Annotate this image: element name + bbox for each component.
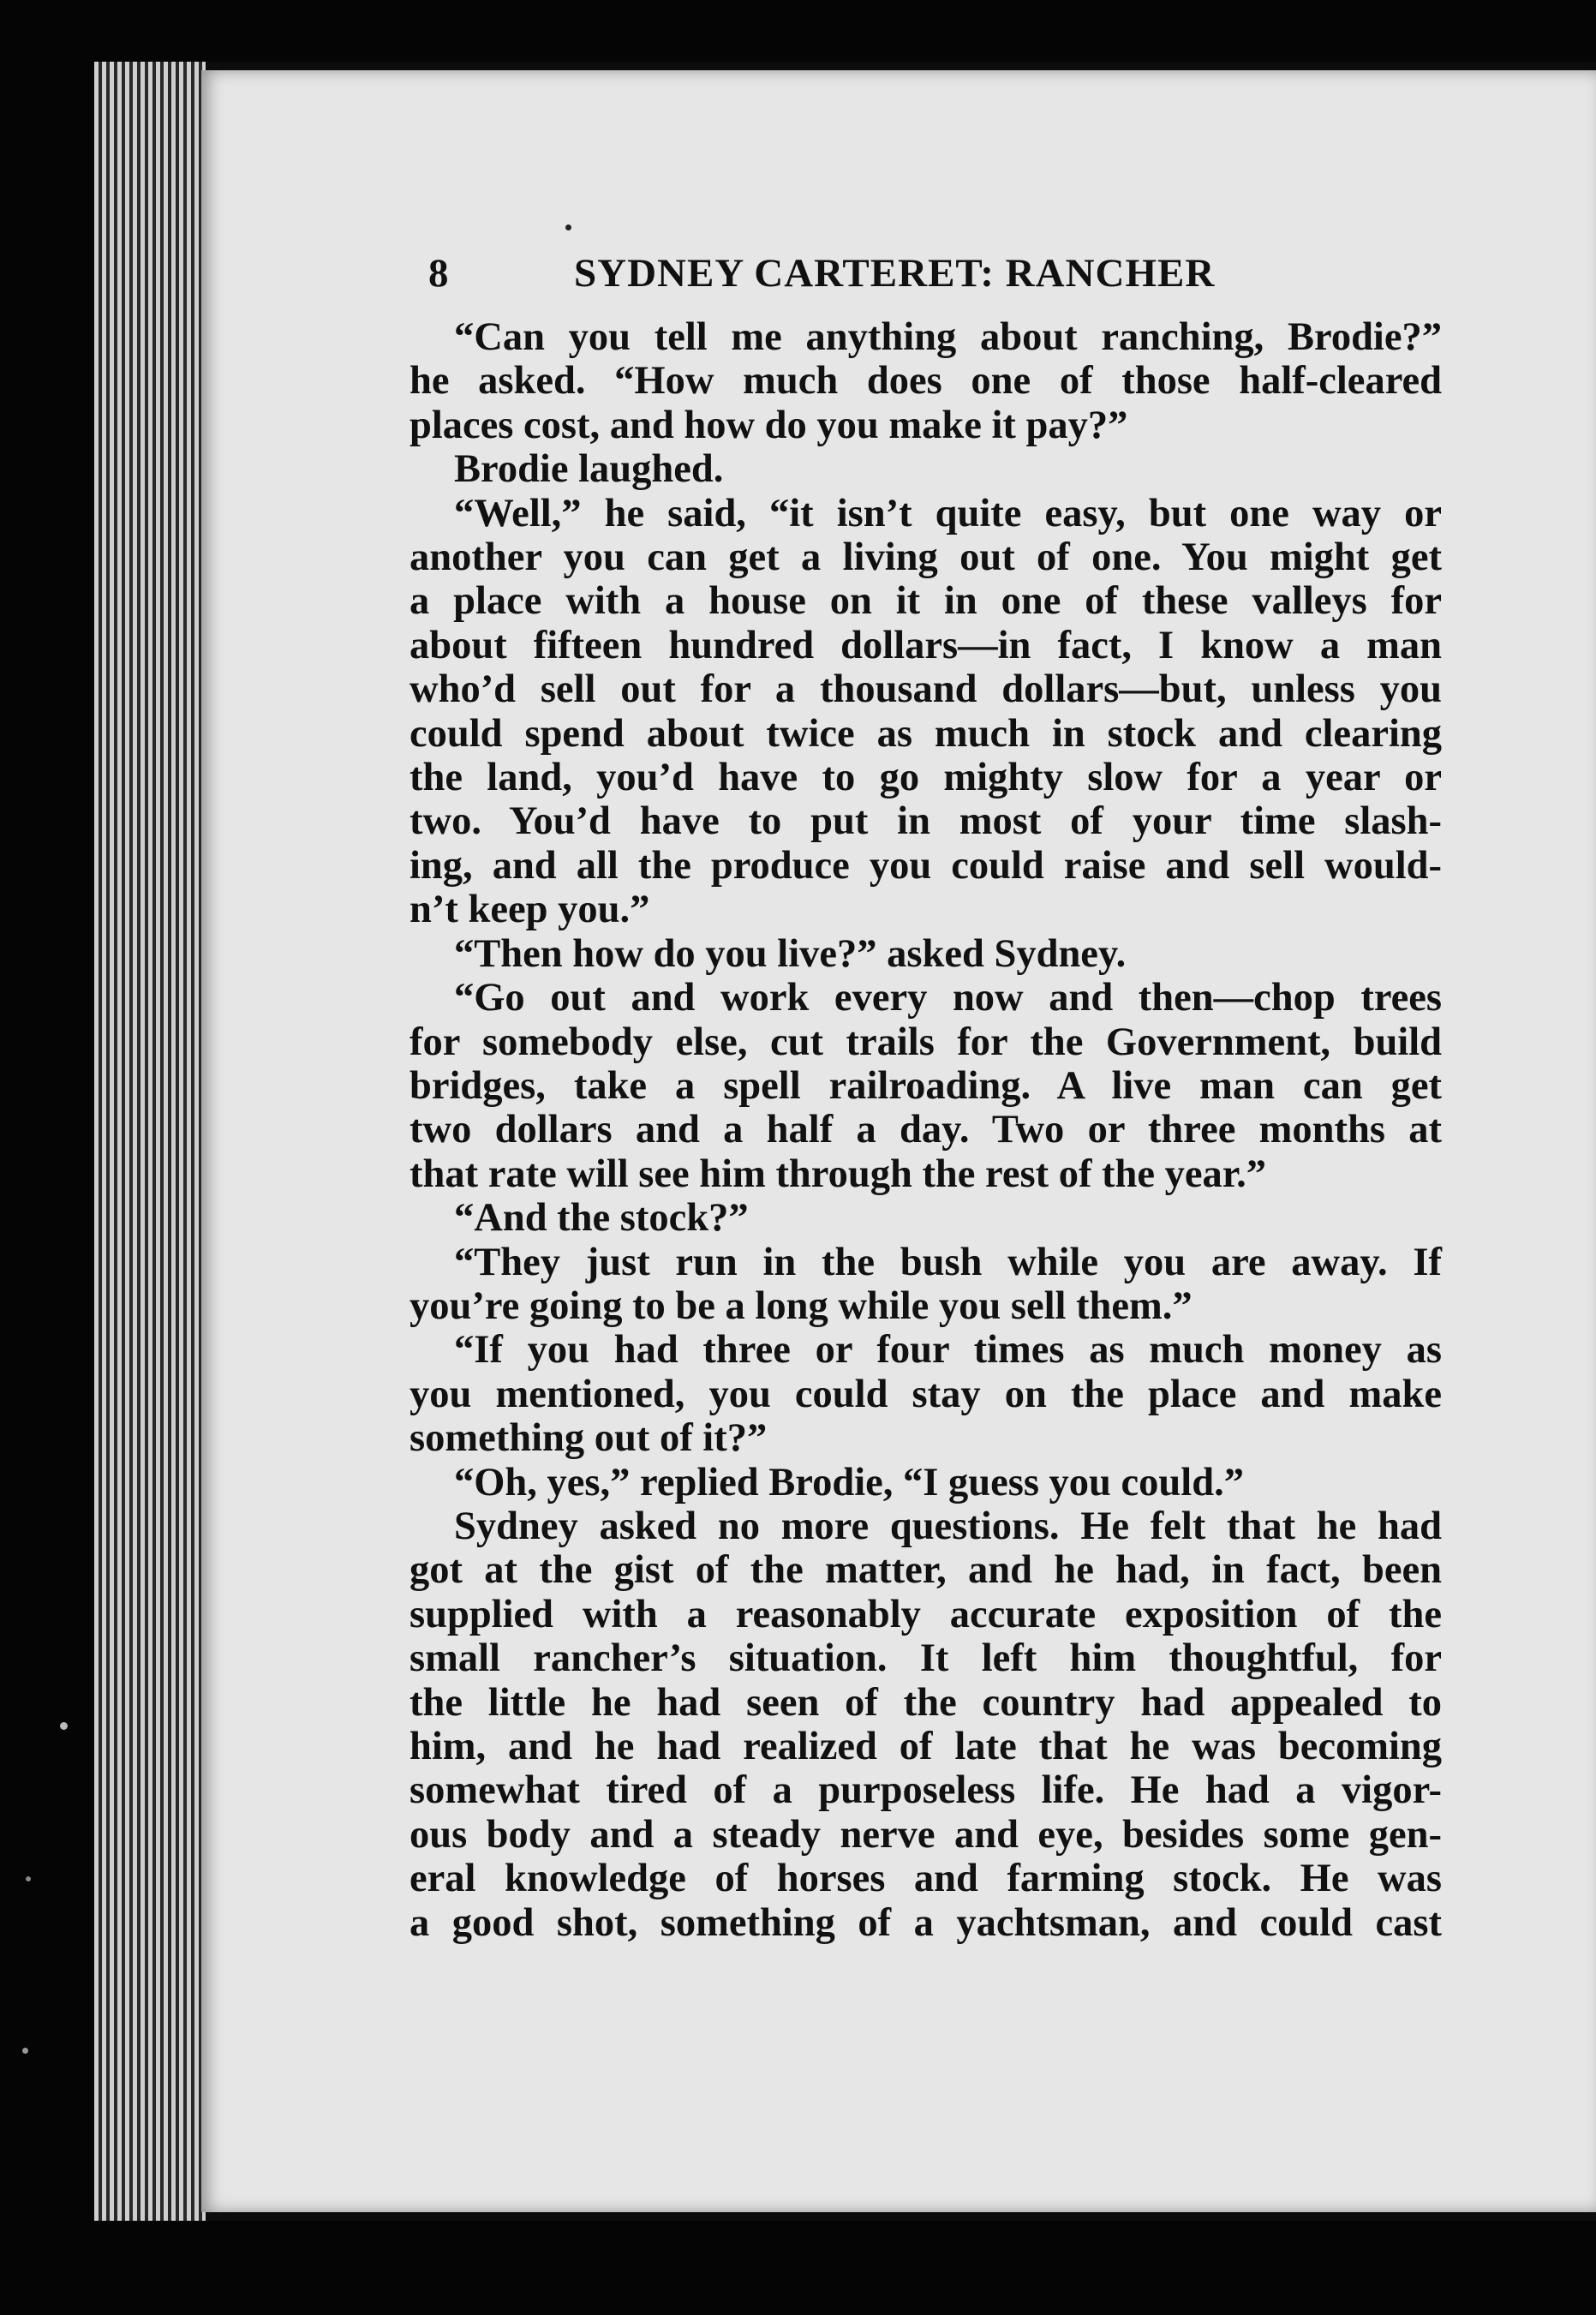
text-line: “Oh, yes,” replied Brodie, “I guess you could.” (454, 1460, 1244, 1504)
text-line: two dollars and a half a day. Two or three months at (409, 1108, 1442, 1152)
text-line: small rancher’s situation. It left him thoughtful, for (409, 1636, 1442, 1681)
text-line: about fifteen hundred dollars—in fact, I know a man (409, 623, 1442, 667)
speck (22, 2048, 28, 2054)
text-line: the little he had seen of the country had appealed to (409, 1680, 1442, 1725)
text-line: “And the stock?” (454, 1196, 749, 1241)
text-line: he asked. “How much does one of those half-cleared (409, 359, 1442, 404)
speck (565, 224, 571, 230)
text-line: could spend about twice as much in stock and clearing (409, 711, 1442, 756)
text-line: for somebody else, cut trails for the Government, build (409, 1020, 1442, 1064)
text-line: ous body and a steady nerve and eye, besides some gen- (409, 1812, 1442, 1857)
text-line: you’re going to be a long while you sell them.” (409, 1283, 1193, 1328)
text-line: “Well,” he said, “it isn’t quite easy, but one way or (454, 491, 1442, 535)
speck (26, 1876, 31, 1881)
text-line: “Then how do you live?” asked Sydney. (454, 931, 1127, 976)
text-line: “Can you tell me anything about ranching, Brodie?” (454, 315, 1442, 359)
text-line: ing, and all the produce you could raise and sell would- (409, 843, 1442, 888)
running-title: SYDNEY CARTERET: RANCHER (574, 251, 1216, 296)
text-line: supplied with a reasonably accurate exposition of the (409, 1592, 1442, 1636)
text-line: got at the gist of the matter, and he had, in fact, been (409, 1548, 1442, 1593)
text-line: “If you had three or four times as much money as (454, 1328, 1442, 1373)
text-line: a good shot, something of a yachtsman, and could cast (409, 1900, 1442, 1945)
text-line: you mentioned, you could stay on the place and make (409, 1372, 1442, 1416)
text-line: eral knowledge of horses and farming stock. He was (409, 1857, 1442, 1901)
text-line: another you can get a living out of one. You might get (409, 535, 1442, 580)
text-line: somewhat tired of a purposeless life. He had a vigor- (409, 1768, 1442, 1813)
text-line: “Go out and work every now and then—chop trees (454, 976, 1442, 1020)
text-line: places cost, and how do you make it pay?” (409, 403, 1128, 447)
speck (60, 1722, 68, 1730)
text-line: two. You’d have to put in most of your time slash- (409, 799, 1442, 844)
text-line: the land, you’d have to go mighty slow for a year or (409, 756, 1442, 800)
text-line: bridges, take a spell railroading. A live man can get (409, 1063, 1442, 1108)
text-line: Sydney asked no more questions. He felt that he had (454, 1504, 1442, 1548)
body-text (409, 315, 1442, 1945)
text-line: a place with a house on it in one of these valleys for (409, 579, 1442, 624)
text-line: “They just run in the bush while you are away. If (454, 1240, 1442, 1284)
text-line: him, and he had realized of late that he was becoming (409, 1725, 1442, 1768)
text-line: Brodie laughed. (454, 447, 724, 492)
text-line: n’t keep you.” (409, 888, 650, 932)
page-header (428, 250, 1302, 302)
text-line: that rate will see him through the rest of the year.” (409, 1152, 1267, 1196)
text-line: something out of it?” (409, 1416, 768, 1461)
page-edges (94, 62, 206, 2221)
page-number: 8 (428, 251, 450, 296)
text-line: who’d sell out for a thousand dollars—but, unless you (409, 667, 1442, 712)
